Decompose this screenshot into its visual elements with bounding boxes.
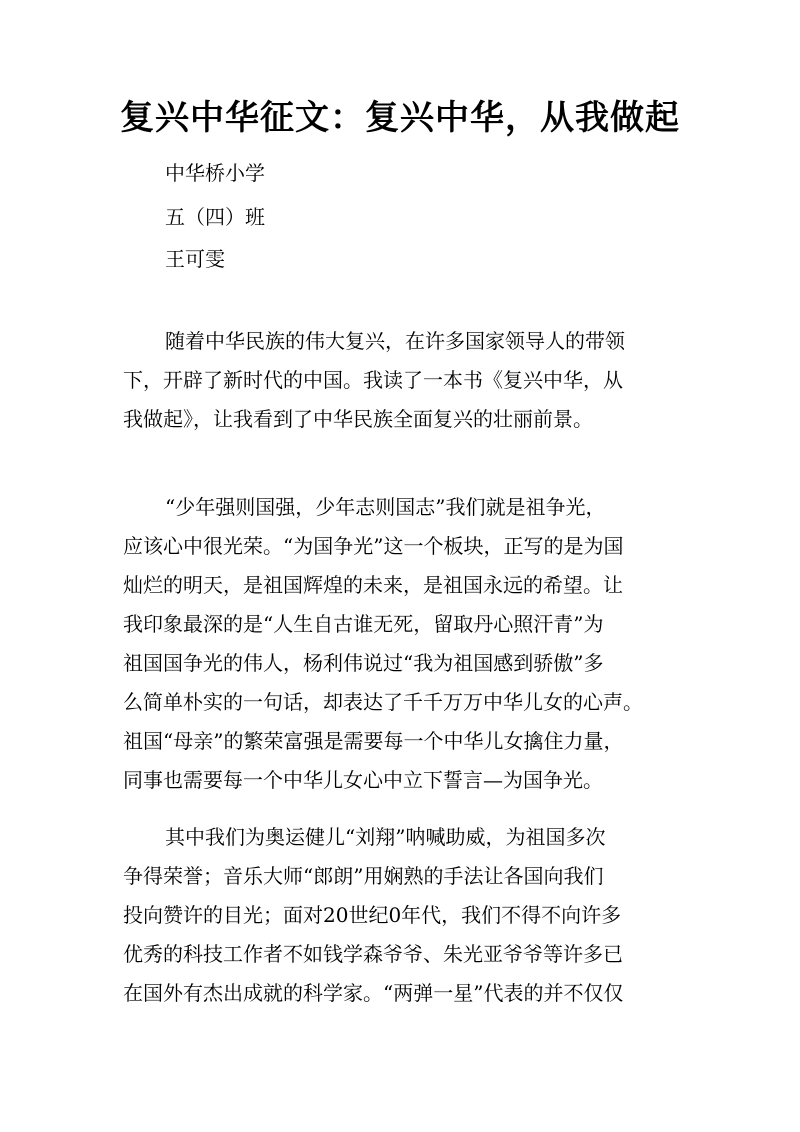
class-name: 五（四）班 [165,205,265,229]
paragraph-line: 么简单朴实的一句话，却表达了千千万万中华儿女的心声。 [123,690,643,714]
paragraph-line: 祖国国争光的伟人，杨利伟说过“我为祖国感到骄傲”多 [123,651,604,675]
paragraph-line: 在国外有杰出成就的科学家。“两弹一星”代表的并不仅仅 [123,981,624,1005]
author-name: 王可雯 [165,247,225,271]
paragraph-line: 我做起》，让我看到了中华民族全面复兴的壮丽前景。 [123,407,593,431]
paragraph-2 [123,488,668,800]
paragraph-1 [123,322,668,439]
paragraph-line: 下，开辟了新时代的中国。我读了一本书《复兴中华，从 [123,368,623,392]
paragraph-line: 灿烂的明天，是祖国辉煌的未来，是祖国永远的希望。让 [123,573,623,597]
paragraph-line: 其中我们为奥运健儿“刘翔”呐喊助威，为祖国多次 [165,825,606,849]
paragraph-line: 我印象最深的是“人生自古谁无死，留取丹心照汗青”为 [123,612,604,636]
paragraph-line: 应该心中很光荣。“为国争光”这一个板块，正写的是为国 [123,534,624,558]
paragraph-line: 祖国“母亲”的繁荣富强是需要每一个中华儿女擒住力量， [123,729,624,753]
paragraph-3 [123,818,668,1013]
paragraph-line: 随着中华民族的伟大复兴，在许多国家领导人的带领 [165,329,625,353]
document-title: 复兴中华征文：复兴中华，从我做起 [120,98,680,138]
paragraph-line: 优秀的科技工作者不如钱学森爷爷、朱光亚爷爷等许多已 [123,942,623,966]
paragraph-line: “少年强则国强，少年志则国志”我们就是祖争光， [165,495,606,519]
paragraph-line: 投向赞许的目光；面对20世纪0年代，我们不得不向许多 [123,903,622,927]
paragraph-line: 同事也需要每一个中华儿女心中立下誓言—为国争光。 [123,768,603,792]
paragraph-line: 争得荣誉；音乐大师“郎朗”用娴熟的手法让各国向我们 [123,864,604,888]
school-name: 中华桥小学 [165,161,265,185]
